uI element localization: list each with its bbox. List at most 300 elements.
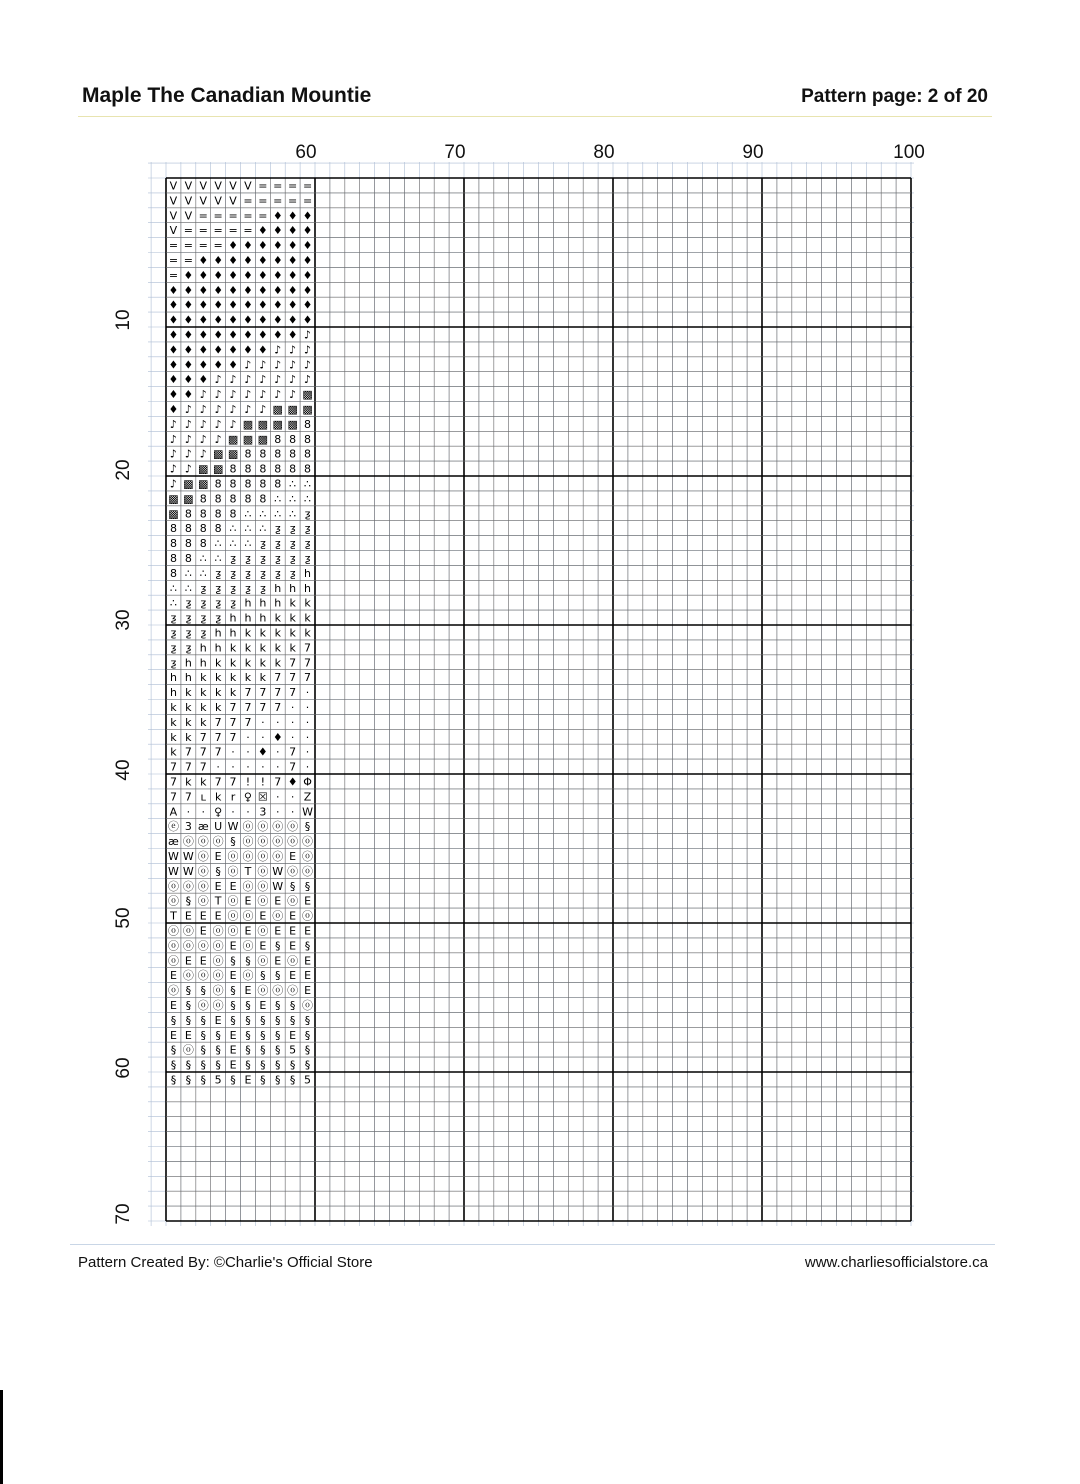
row-label: 20 [113, 459, 134, 481]
stitch-symbol: ♦ [183, 313, 194, 327]
stitch-symbol: V [169, 194, 178, 208]
stitch-symbol: k [214, 671, 222, 685]
stitch-symbol: E [244, 1073, 252, 1087]
stitch-symbol: ♦ [183, 373, 194, 387]
stitch-symbol: § [215, 1043, 221, 1057]
stitch-symbol: · [246, 805, 250, 819]
stitch-symbol: E [304, 924, 312, 938]
stitch-symbol: ♪ [169, 432, 177, 446]
stitch-symbol: § [185, 1073, 192, 1087]
stitch-symbol: E [259, 909, 267, 923]
stitch-symbol: § [289, 998, 296, 1012]
stitch-symbol: ▩ [242, 417, 254, 431]
stitch-symbol: ♦ [243, 313, 253, 327]
stitch-symbol: ♪ [244, 358, 252, 372]
stitch-symbol: ⓞ [197, 969, 209, 983]
stitch-symbol: § [185, 1013, 192, 1027]
stitch-symbol: Φ [303, 775, 312, 789]
stitch-symbol: E [169, 1028, 177, 1042]
stitch-symbol: 8 [274, 462, 282, 476]
stitch-symbol: ♦ [257, 239, 268, 253]
stitch-symbol: ♦ [183, 298, 194, 312]
stitch-symbol: ▩ [227, 447, 239, 461]
stitch-symbol: ♪ [184, 447, 192, 461]
stitch-symbol: ♪ [274, 358, 282, 372]
stitch-symbol: ƺ [230, 566, 236, 580]
stitch-symbol: E [199, 909, 207, 923]
stitch-symbol: ∴ [289, 507, 297, 521]
stitch-symbol: · [276, 715, 280, 729]
stitch-symbol: ⓞ [227, 849, 239, 863]
stitch-symbol: 8 [259, 492, 267, 506]
stitch-symbol: ∴ [184, 581, 192, 595]
stitch-symbol: ⓞ [197, 849, 209, 863]
stitch-symbol: ♦ [302, 298, 313, 312]
stitch-symbol: E [229, 879, 237, 893]
stitch-symbol: ⓞ [272, 835, 284, 849]
stitch-symbol: h [289, 581, 297, 595]
stitch-symbol: k [289, 626, 296, 640]
stitch-symbol: ♦ [257, 283, 268, 297]
stitch-symbol: ∴ [169, 596, 177, 610]
stitch-symbol: T [170, 909, 177, 923]
stitch-symbol: ♦ [228, 313, 238, 327]
stitch-symbol: ♦ [228, 298, 238, 312]
stitch-symbol: h [214, 641, 222, 655]
stitch-symbol: W [272, 864, 284, 878]
stitch-symbol: V [199, 194, 208, 208]
stitch-symbol: ⓞ [212, 954, 224, 968]
stitch-symbol: ⓞ [197, 894, 209, 908]
stitch-symbol: ♦ [287, 283, 298, 297]
stitch-symbol: ⓞ [257, 879, 269, 893]
stitch-symbol: k [229, 641, 237, 655]
stitch-symbol: ♦ [228, 283, 238, 297]
stitch-symbol: k [200, 715, 207, 729]
stitch-symbol: U [214, 820, 223, 834]
store-website[interactable]: www.charliesofficialstore.ca [804, 1254, 988, 1271]
stitch-symbol: ♦ [213, 253, 224, 267]
stitch-symbol: ⓞ [227, 924, 239, 938]
stitch-symbol: k [304, 626, 311, 640]
stitch-symbol: ♦ [243, 283, 253, 297]
stitch-symbol: ♦ [213, 358, 224, 372]
stitch-symbol: ƺ [185, 611, 192, 625]
stitch-symbol: ∴ [199, 551, 207, 565]
stitch-symbol: 8 [274, 432, 282, 446]
stitch-symbol: 7 [304, 671, 312, 685]
stitch-symbol: E [244, 984, 252, 998]
stitch-symbol: = [213, 224, 223, 238]
stitch-symbol: 7 [274, 671, 282, 685]
stitch-symbol: h [274, 581, 282, 595]
stitch-symbol: ♪ [229, 402, 237, 416]
stitch-symbol: ♦ [302, 283, 313, 297]
stitch-symbol: § [215, 1028, 221, 1042]
stitch-symbol: 7 [214, 730, 222, 744]
stitch-symbol: ∴ [229, 522, 237, 536]
stitch-symbol: ♪ [169, 447, 177, 461]
stitch-symbol: E [304, 969, 312, 983]
stitch-symbol: E [229, 1058, 237, 1072]
stitch-symbol: = [302, 194, 313, 208]
stitch-symbol: § [200, 1058, 206, 1072]
stitch-symbol: ♦ [198, 268, 209, 282]
stitch-symbol: A [169, 805, 178, 819]
stitch-symbol: W [272, 879, 284, 893]
stitch-symbol: ☒ [257, 790, 268, 804]
stitch-symbol: ♦ [287, 253, 298, 267]
stitch-symbol: ⓞ [242, 820, 254, 834]
stitch-symbol: ▩ [287, 402, 298, 416]
stitch-symbol: · [290, 730, 295, 744]
stitch-symbol: E [289, 909, 297, 923]
stitch-symbol: § [260, 969, 266, 983]
stitch-symbol: W [227, 820, 239, 834]
stitch-symbol: ♪ [244, 373, 252, 387]
stitch-symbol: ♦ [257, 343, 268, 357]
stitch-symbol: ⓔ [167, 820, 179, 834]
stitch-symbol: ∴ [214, 537, 222, 551]
stitch-symbol: ⓞ [167, 879, 179, 893]
stitch-symbol: · [231, 760, 235, 774]
stitch-symbol: V [169, 179, 178, 193]
stitch-symbol: ⓞ [197, 835, 209, 849]
stitch-symbol: ♪ [259, 358, 267, 372]
stitch-symbol: § [170, 1043, 177, 1057]
stitch-symbol: æ [197, 820, 209, 834]
stitch-symbol: k [244, 656, 252, 670]
stitch-symbol: h [169, 686, 177, 700]
stitch-symbol: § [304, 1028, 311, 1042]
stitch-symbol: 7 [184, 760, 192, 774]
stitch-symbol: ♦ [287, 268, 298, 282]
stitch-symbol: 8 [259, 447, 267, 461]
stitch-symbol: ƺ [185, 626, 192, 640]
stitch-symbol: ⓞ [287, 954, 299, 968]
stitch-symbol: § [260, 1058, 266, 1072]
stitch-symbol: ♦ [287, 224, 298, 238]
stitch-symbol: ♪ [199, 447, 207, 461]
stitch-symbol: ⓞ [242, 939, 254, 953]
stitch-symbol: § [275, 1058, 281, 1072]
stitch-symbol: ♦ [213, 283, 224, 297]
stitch-symbol: ƺ [215, 611, 222, 625]
stitch-symbol: ƺ [245, 581, 251, 595]
stitch-symbol: 8 [259, 462, 267, 476]
stitch-symbol: ♦ [257, 745, 268, 759]
stitch-symbol: ▩ [302, 402, 313, 416]
stitch-symbol: ⓞ [242, 969, 254, 983]
stitch-symbol: 7 [244, 715, 252, 729]
stitch-symbol: § [260, 1043, 266, 1057]
stitch-symbol: 8 [229, 492, 237, 506]
stitch-symbol: ∴ [304, 477, 312, 491]
stitch-symbol: ⓞ [302, 909, 314, 923]
stitch-symbol: ♦ [198, 328, 209, 342]
stitch-symbol: ♦ [302, 313, 313, 327]
stitch-symbol: k [274, 611, 281, 625]
stitch-symbol: § [170, 1058, 177, 1072]
stitch-symbol: § [304, 820, 311, 834]
stitch-symbol: 7 [199, 730, 207, 744]
stitch-symbol: ⓞ [212, 998, 224, 1012]
stitch-symbol: 3 [259, 805, 267, 819]
stitch-symbol: ƺ [289, 522, 296, 536]
stitch-symbol: k [274, 641, 281, 655]
stitch-symbol: § [289, 879, 296, 893]
stitch-symbol: 7 [244, 700, 252, 714]
stitch-symbol: § [185, 894, 192, 908]
stitch-symbol: ♦ [228, 268, 238, 282]
stitch-symbol: ♪ [229, 373, 237, 387]
stitch-symbol: ʟ [200, 790, 207, 804]
stitch-symbol: ∴ [259, 522, 267, 536]
stitch-symbol: k [185, 686, 192, 700]
stitch-symbol: 7 [229, 730, 237, 744]
stitch-symbol: ♪ [199, 432, 207, 446]
stitch-symbol: ⓞ [197, 864, 209, 878]
stitch-symbol: = [183, 253, 193, 267]
stitch-symbol: ♪ [289, 343, 297, 357]
stitch-symbol: ♪ [229, 388, 237, 402]
stitch-symbol: 8 [214, 492, 222, 506]
stitch-symbol: ƺ [259, 581, 266, 595]
stitch-symbol: ⓞ [257, 849, 269, 863]
stitch-symbol: E [214, 909, 222, 923]
stitch-symbol: ♦ [302, 209, 313, 223]
stitch-symbol: E [199, 954, 207, 968]
stitch-symbol: k [244, 671, 252, 685]
stitch-symbol: ♦ [198, 343, 209, 357]
stitch-symbol: ⓞ [257, 894, 269, 908]
stitch-symbol: ⓞ [302, 835, 314, 849]
stitch-symbol: k [170, 745, 177, 759]
column-label: 80 [593, 142, 615, 163]
stitch-symbol: § [275, 1013, 281, 1027]
stitch-symbol: ƺ [200, 596, 207, 610]
stitch-symbol: E [289, 849, 297, 863]
stitch-symbol: ∴ [244, 522, 252, 536]
stitch-symbol: ⓞ [272, 849, 284, 863]
stitch-symbol: ♦ [272, 209, 283, 223]
stitch-symbol: E [169, 969, 177, 983]
stitch-symbol: ⓞ [257, 835, 269, 849]
stitch-symbol: ƺ [170, 611, 177, 625]
stitch-symbol: 7 [229, 700, 237, 714]
stitch-symbol: k [244, 626, 252, 640]
stitch-symbol: ♪ [304, 328, 312, 342]
stitch-symbol: ♦ [198, 253, 209, 267]
stitch-symbol: k [304, 596, 311, 610]
stitch-symbol: § [275, 1028, 281, 1042]
stitch-symbol: E [229, 1043, 237, 1057]
stitch-symbol: § [200, 1028, 206, 1042]
stitch-symbol: V [229, 194, 237, 208]
stitch-symbol: 8 [304, 432, 312, 446]
stitch-symbol: · [290, 805, 295, 819]
stitch-symbol: 8 [184, 551, 192, 565]
stitch-symbol: r [230, 790, 236, 804]
stitch-symbol: E [229, 939, 237, 953]
stitch-symbol: 8 [244, 477, 252, 491]
stitch-symbol: ⓞ [182, 879, 194, 893]
stitch-symbol: 7 [274, 775, 282, 789]
stitch-symbol: = [168, 268, 179, 282]
stitch-symbol: ♦ [243, 343, 253, 357]
stitch-symbol: ƺ [215, 581, 222, 595]
stitch-symbol: 8 [184, 537, 192, 551]
stitch-symbol: 8 [229, 462, 237, 476]
stitch-symbol: ♦ [168, 373, 179, 387]
stitch-symbol: = [288, 194, 298, 208]
stitch-symbol: ♪ [184, 402, 192, 416]
stitch-symbol: 8 [199, 522, 207, 536]
stitch-symbol: V [244, 179, 252, 193]
stitch-symbol: 8 [244, 492, 252, 506]
stitch-symbol: ♦ [272, 328, 283, 342]
stitch-symbol: § [304, 879, 311, 893]
stitch-symbol: § [230, 835, 236, 849]
stitch-symbol: § [215, 864, 221, 878]
stitch-symbol: ∴ [169, 581, 177, 595]
stitch-symbol: ♦ [302, 224, 313, 238]
stitch-symbol: V [214, 179, 222, 193]
stitch-symbol: k [170, 700, 177, 714]
stitch-symbol: ∴ [289, 477, 297, 491]
stitch-symbol: V [184, 179, 193, 193]
stitch-symbol: ♪ [214, 388, 222, 402]
stitch-symbol: ♪ [274, 343, 282, 357]
header-divider [78, 116, 992, 117]
stitch-symbol: E [274, 954, 282, 968]
stitch-symbol: ƺ [185, 641, 192, 655]
pattern-page-number: Pattern page: 2 of 20 [801, 86, 988, 107]
stitch-symbol: k [214, 790, 222, 804]
stitch-symbol: § [230, 1073, 236, 1087]
stitch-symbol: E [304, 894, 312, 908]
stitch-symbol: ♪ [199, 417, 207, 431]
stitch-symbol: ▩ [168, 492, 179, 506]
stitch-symbol: h [169, 671, 177, 685]
stitch-symbol: § [170, 1013, 177, 1027]
stitch-symbol: · [290, 715, 295, 729]
stitch-symbol: 8 [199, 507, 207, 521]
stitch-symbol: ♦ [272, 730, 283, 744]
stitch-symbol: V [169, 209, 178, 223]
stitch-symbol: ∴ [199, 566, 207, 580]
stitch-symbol: ♦ [228, 328, 238, 342]
stitch-symbol: 7 [259, 700, 267, 714]
stitch-symbol: 8 [304, 447, 312, 461]
stitch-symbol: 7 [169, 790, 177, 804]
stitch-symbol: ⓞ [257, 954, 269, 968]
stitch-symbol: ▩ [242, 432, 254, 446]
stitch-symbol: ƺ [259, 551, 266, 565]
stitch-symbol: 3 [184, 820, 192, 834]
stitch-symbol: ♦ [287, 328, 298, 342]
stitch-symbol: ♦ [183, 343, 194, 357]
stitch-symbol: 8 [274, 477, 282, 491]
stitch-symbol: ⓞ [167, 894, 179, 908]
stitch-symbol: = [243, 209, 253, 223]
stitch-symbol: ⓞ [287, 820, 299, 834]
stitch-symbol: E [304, 954, 312, 968]
stitch-symbol: ♦ [287, 313, 298, 327]
stitch-symbol: ▩ [272, 417, 283, 431]
stitch-symbol: ♦ [272, 253, 283, 267]
stitch-symbol: ▩ [183, 477, 194, 491]
stitch-symbol: k [214, 656, 222, 670]
stitch-symbol: h [184, 656, 192, 670]
stitch-symbol: ♦ [213, 328, 224, 342]
stitch-symbol: § [289, 1058, 296, 1072]
stitch-symbol: ∴ [184, 566, 192, 580]
stitch-symbol: 8 [169, 566, 177, 580]
stitch-symbol: ▩ [198, 462, 209, 476]
stitch-symbol: ♦ [228, 358, 238, 372]
row-label: 10 [113, 309, 134, 331]
stitch-symbol: E [169, 998, 177, 1012]
stitch-symbol: ♪ [304, 358, 312, 372]
stitch-symbol: k [170, 715, 177, 729]
stitch-symbol: § [200, 1073, 206, 1087]
stitch-symbol: ⓞ [272, 984, 284, 998]
stitch-symbol: § [200, 1013, 206, 1027]
stitch-symbol: § [200, 984, 206, 998]
stitch-symbol: § [304, 1013, 311, 1027]
stitch-symbol: h [244, 611, 252, 625]
stitch-symbol: ⓞ [302, 998, 314, 1012]
stitch-symbol: = [198, 224, 208, 238]
stitch-symbol: · [231, 805, 235, 819]
stitch-symbol: 7 [244, 686, 252, 700]
stitch-symbol: 8 [199, 492, 207, 506]
stitch-symbol: ♀ [214, 805, 223, 819]
stitch-symbol: ⓞ [242, 879, 254, 893]
stitch-symbol: E [289, 924, 297, 938]
stitch-symbol: k [289, 596, 296, 610]
stitch-symbol: = [243, 224, 253, 238]
stitch-symbol: h [184, 671, 192, 685]
stitch-symbol: ⓞ [257, 924, 269, 938]
stitch-symbol: E [199, 924, 207, 938]
stitch-symbol: ♦ [213, 343, 224, 357]
stitch-symbol: ♦ [183, 388, 194, 402]
stitch-symbol: 8 [214, 477, 222, 491]
stitch-symbol: T [214, 894, 222, 908]
stitch-symbol: ♦ [228, 253, 238, 267]
stitch-symbol: ♦ [287, 209, 298, 223]
stitch-symbol: · [261, 715, 265, 729]
stitch-symbol: E [274, 924, 282, 938]
stitch-symbol: § [245, 1013, 251, 1027]
stitch-symbol: · [276, 790, 280, 804]
stitch-symbol: · [246, 760, 250, 774]
stitch-symbol: 8 [169, 522, 177, 536]
stitch-symbol: 8 [214, 522, 222, 536]
stitch-symbol: k [259, 671, 267, 685]
stitch-symbol: ∴ [214, 551, 222, 565]
stitch-symbol: E [259, 939, 267, 953]
stitch-symbol: · [201, 805, 205, 819]
stitch-symbol: ♦ [168, 343, 179, 357]
stitch-symbol: ♦ [257, 298, 268, 312]
stitch-symbol: k [170, 730, 177, 744]
stitch-symbol: = [243, 194, 253, 208]
stitch-symbol: h [199, 656, 207, 670]
stitch-symbol: = [183, 239, 193, 253]
